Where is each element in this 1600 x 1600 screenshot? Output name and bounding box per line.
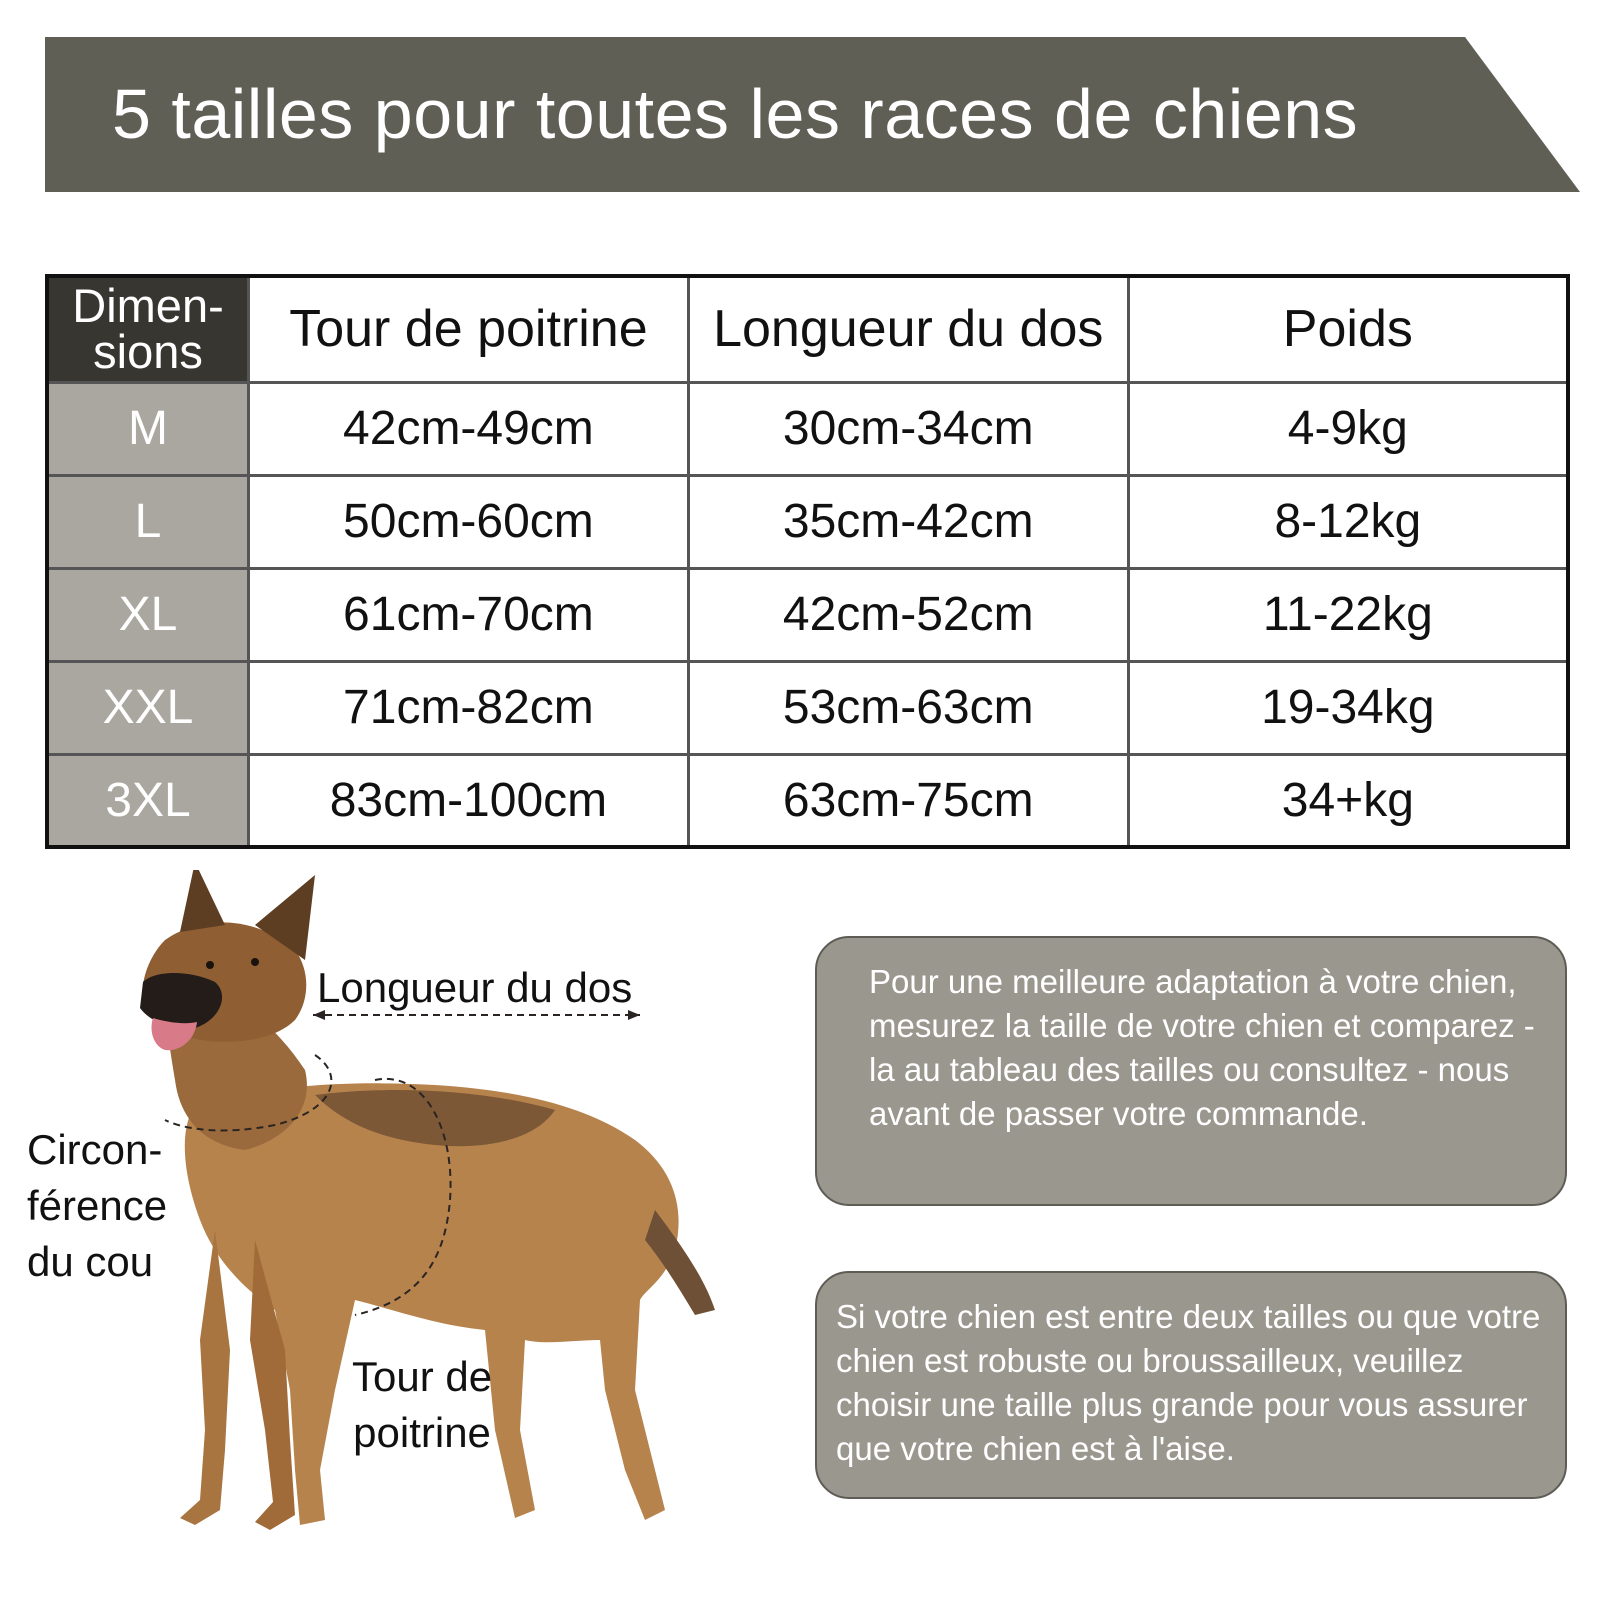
table-row: [47, 475, 1568, 568]
back-length-cell: 30cm-34cm: [688, 382, 1128, 475]
neck-circumference-label: [27, 1122, 167, 1290]
column-header-weight: Poids: [1128, 276, 1568, 382]
size-cell: XXL: [47, 661, 249, 754]
back-length-cell: 42cm-52cm: [688, 568, 1128, 661]
chest-cell: 71cm-82cm: [249, 661, 689, 754]
weight-cell: 8-12kg: [1128, 475, 1568, 568]
neck-label-line-1: Circon-: [27, 1126, 163, 1173]
table-header-row: [47, 276, 1568, 382]
chest-cell: 61cm-70cm: [249, 568, 689, 661]
fit-advice-note: Pour une meilleure adaptation à votre chien, mesurez la taille de votre chien et comparez - la au tableau des tailles ou consultez - nous avant de passer votre commande.: [815, 936, 1567, 1206]
size-cell: 3XL: [47, 754, 249, 847]
table-row: [47, 568, 1568, 661]
back-length-cell: 35cm-42cm: [688, 475, 1128, 568]
chest-girth-label: [352, 1349, 492, 1461]
dimensions-header: [47, 276, 249, 382]
back-length-label: Longueur du dos: [317, 964, 633, 1011]
chest-cell: 50cm-60cm: [249, 475, 689, 568]
neck-label-line-2: férence: [27, 1182, 168, 1229]
column-header-back-length: Longueur du dos: [688, 276, 1128, 382]
table-row: [47, 661, 1568, 754]
size-cell: XL: [47, 568, 249, 661]
back-length-cell: 63cm-75cm: [688, 754, 1128, 847]
weight-cell: 4-9kg: [1128, 382, 1568, 475]
dimensions-header-line-2: sions: [93, 325, 203, 379]
size-chart-table: [45, 274, 1570, 849]
table-row: [47, 754, 1568, 847]
chest-cell: 83cm-100cm: [249, 754, 689, 847]
between-sizes-note: Si votre chien est entre deux tailles ou que votre chien est robuste ou broussailleux, veuillez choisir une taille plus grande pour vous assurer que votre chien est à l'aise.: [815, 1271, 1567, 1499]
back-length-cell: 53cm-63cm: [688, 661, 1128, 754]
weight-cell: 11-22kg: [1128, 568, 1568, 661]
chest-label-line-2: poitrine: [353, 1409, 491, 1456]
size-cell: L: [47, 475, 249, 568]
column-header-chest: Tour de poitrine: [249, 276, 689, 382]
size-cell: M: [47, 382, 249, 475]
neck-label-line-3: du cou: [27, 1238, 154, 1285]
page-title: 5 tailles pour toutes les races de chiens: [112, 75, 1359, 153]
weight-cell: 34+kg: [1128, 754, 1568, 847]
chest-cell: 42cm-49cm: [249, 382, 689, 475]
table-row: [47, 382, 1568, 475]
weight-cell: 19-34kg: [1128, 661, 1568, 754]
title-banner: [45, 37, 1580, 192]
dimensions-header-line-1: Dimen-: [72, 279, 224, 333]
chest-label-line-1: Tour de: [352, 1353, 493, 1400]
